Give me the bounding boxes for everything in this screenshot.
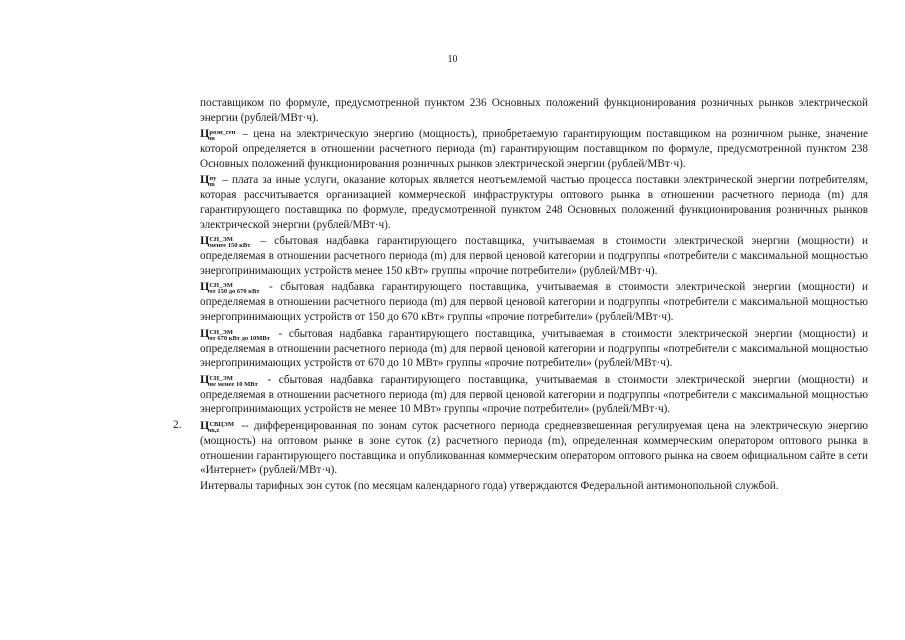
symbol-superscript: СН_ЭМ	[209, 236, 233, 244]
paragraph	[200, 233, 868, 278]
paragraph	[200, 279, 868, 324]
symbol-superscript: СН_ЭМ	[209, 282, 233, 290]
document-body	[173, 96, 869, 494]
paragraph-text: - сбытовая надбавка гарантирующего поставщика, учитываемая в стоимости электрической энергии (мощности) и определяемая в отношении расчетного периода (m) для первой ценовой категории и подгруппы «потребители с максимальной мощностью энергопринимающих устройств не менее 10 МВт» группы «прочие потребители» (рублей/МВт·ч).	[200, 373, 868, 416]
symbol-base: Ц	[200, 371, 210, 386]
paragraph	[200, 96, 868, 125]
formula-symbol	[200, 326, 272, 340]
item-number: 2.	[173, 418, 182, 431]
paragraph-text: поставщиком по формуле, предусмотренной пунктом 236 Основных положений функционирования розничных рынков электрической энергии (рублей/МВт·ч).	[200, 97, 868, 124]
symbol-superscript: СН_ЭМ	[209, 374, 233, 382]
paragraph	[200, 372, 868, 417]
symbol-superscript: розн_ген	[209, 129, 236, 137]
symbol-base: Ц	[200, 325, 210, 340]
symbol-base: Ц	[200, 417, 210, 432]
paragraph-text: - сбытовая надбавка гарантирующего поставщика, учитываемая в стоимости электрической энергии (мощности) и определяемая в отношении расчетного периода (m) для первой ценовой категории и подгруппы «потребители с максимальной мощностью энергопринимающих устройств от 150 до 670 кВт» группы «прочие потребители» (рублей/МВт·ч).	[200, 281, 869, 323]
symbol-base: Ц	[200, 126, 210, 141]
paragraph	[200, 126, 868, 171]
paragraph-text: – сбытовая надбавка гарантирующего поставщика, учитываемая в стоимости электрической энергии (мощности) и определяемая в отношении расчетного периода (m) для первой ценовой категории и подгруппы «потребители с максимальной мощностью энергопринимающих устройств менее 150 кВт» группы «прочие потребители» (рублей/МВт·ч).	[200, 235, 869, 277]
paragraph-text: - сбытовая надбавка гарантирующего поставщика, учитываемая в стоимости электрической энергии (мощности) и определяемая в отношении расчетного периода (m) для первой ценовой категории и подгруппы «потребители с максимальной мощностью энергопринимающих устройств от 670 до 10 МВт» группы «прочие потребители» (рублей/МВт·ч).	[200, 327, 869, 370]
formula-symbol	[200, 172, 218, 189]
symbol-base: Ц	[200, 233, 210, 248]
symbol-subscript: от 670 кВт до 10МВт	[209, 334, 270, 342]
numbered-paragraph	[173, 417, 868, 478]
formula-symbol	[200, 279, 262, 296]
symbol-base: Ц	[200, 172, 210, 187]
symbol-subscript: m	[209, 181, 215, 189]
symbol-subscript: от 150 до 670 кВт	[209, 288, 260, 296]
paragraph-text: -- дифференцированная по зонам суток расчетного периода средневзвешенная регулируемая цена на электрическую энергию (мощность) на оптовом рынке в зоне суток (z) расчетного периода (m), определенная коммерческим оператором оптового рынка в отношении гарантирующего поставщика и опубликованная коммерческим оператором оптового рынка на своем официальном сайте в сети «Интернет» (рублей/МВт·ч).	[200, 419, 868, 477]
symbol-superscript: пу	[209, 175, 217, 183]
formula-symbol	[200, 126, 237, 143]
symbol-subscript: менее 150 кВт	[209, 242, 251, 250]
symbol-superscript: СВЦЭМ	[209, 420, 234, 428]
paragraph	[200, 172, 868, 232]
symbol-subscript: m,z	[209, 426, 220, 434]
paragraph	[200, 326, 868, 371]
symbol-subscript: не менее 10 МВт	[209, 380, 258, 388]
paragraph-text: – плата за иные услуги, оказание которых является неотъемлемой частью процесса поставки электрической энергии потребителям, которая рассчитывается организацией коммерческой инфраструктуры оптового рынка в отношении расчетного периода (m) для гарантирующего поставщика по формуле, предусмотренной пунктом 248 Основных положений функционирования розничных рынков электрической энергии (рублей/МВт·ч).	[200, 174, 868, 231]
formula-symbol	[200, 233, 252, 250]
symbol-superscript: СН_ЭМ	[209, 328, 233, 336]
formula-symbol	[200, 418, 236, 432]
symbol-subscript: m	[209, 135, 215, 143]
symbol-base: Ц	[200, 279, 210, 294]
paragraph	[200, 479, 868, 494]
paragraph-text: Интервалы тарифных зон суток (по месяцам календарного года) утверждаются Федеральной антимонопольной службой.	[200, 479, 779, 492]
page-number: 10	[447, 54, 458, 65]
formula-symbol	[200, 372, 260, 386]
paragraph-text: – цена на электрическую энергию (мощность), приобретаемую гарантирующим поставщиком на розничном рынке, значение которой определяется в отношении расчетного периода (m) гарантирующим поставщиком по формуле, предусмотренной пунктом 238 Основных положений функционирования розничных рынков электрической энергии (рублей/МВт·ч).	[200, 128, 868, 170]
